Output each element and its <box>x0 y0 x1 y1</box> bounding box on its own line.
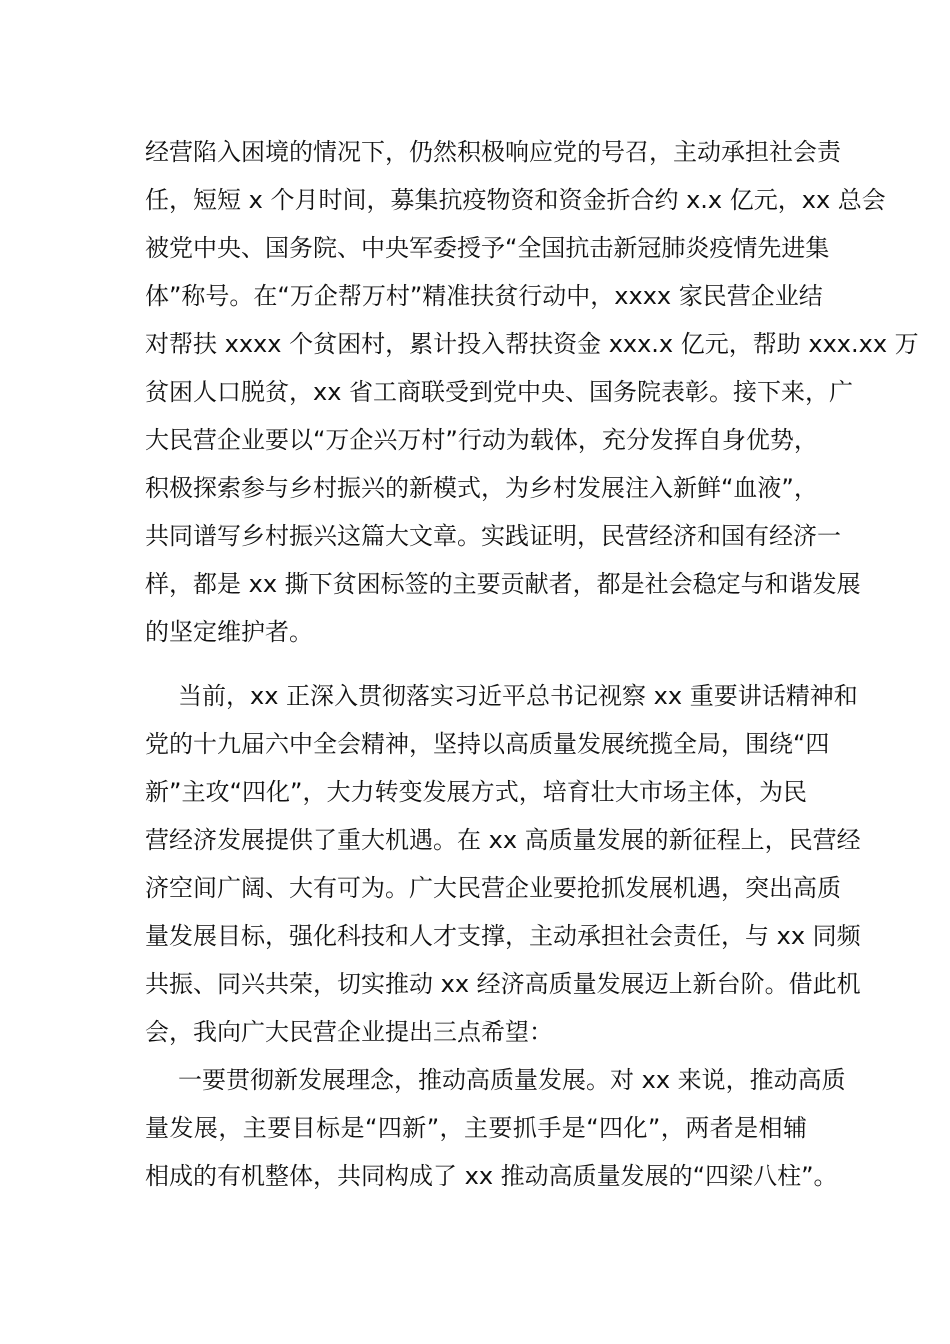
text-line: 积极探索参与乡村振兴的新模式，为乡村发展注入新鲜“血液”， <box>145 474 818 502</box>
text-line: 共同谱写乡村振兴这篇大文章。实践证明，民营经济和国有经济一 <box>145 522 841 550</box>
text-line: 相成的有机整体，共同构成了 xx 推动高质量发展的“四梁八柱”。 <box>145 1162 838 1190</box>
text-line: 对帮扶 xxxx 个贫困村，累计投入帮扶资金 xxx.x 亿元，帮助 xxx.xx 万 <box>145 330 919 358</box>
text-line: 贫困人口脱贫，xx 省工商联受到党中央、国务院表彰。接下来，广 <box>145 378 854 406</box>
text-line: 营经济发展提供了重大机遇。在 xx 高质量发展的新征程上，民营经 <box>145 826 861 854</box>
text-line: 量发展，主要目标是“四新”，主要抓手是“四化”，两者是相辅 <box>145 1114 807 1142</box>
text-line: 济空间广阔、大有可为。广大民营企业要抢抓发展机遇，突出高质 <box>145 874 841 902</box>
text-line: 一要贯彻新发展理念，推动高质量发展。对 xx 来说，推动高质 <box>178 1066 846 1094</box>
text-line: 当前，xx 正深入贯彻落实习近平总书记视察 xx 重要讲话精神和 <box>178 682 858 710</box>
text-line: 党的十九届六中全会精神，坚持以高质量发展统揽全局，围绕“四 <box>145 730 830 758</box>
text-line: 任，短短 x 个月时间，募集抗疫物资和资金折合约 x.x 亿元，xx 总会 <box>145 186 886 214</box>
text-line: 样，都是 xx 撕下贫困标签的主要贡献者，都是社会稳定与和谐发展 <box>145 570 861 598</box>
text-line: 被党中央、国务院、中央军委授予“全国抗击新冠肺炎疫情先进集 <box>145 234 830 262</box>
text-line: 新”主攻“四化”，大力转变发展方式，培育壮大市场主体，为民 <box>145 778 807 806</box>
text-line: 经营陷入困境的情况下，仍然积极响应党的号召，主动承担社会责 <box>145 138 841 166</box>
text-line: 体”称号。在“万企帮万村”精准扶贫行动中，xxxx 家民营企业结 <box>145 282 823 310</box>
text-line: 量发展目标，强化科技和人才支撑，主动承担社会责任，与 xx 同频 <box>145 922 861 950</box>
text-line: 的坚定维护者。 <box>145 618 313 646</box>
text-line: 会，我向广大民营企业提出三点希望： <box>145 1018 553 1046</box>
text-line: 大民营企业要以“万企兴万村”行动为载体，充分发挥自身优势， <box>145 426 818 454</box>
text-line: 共振、同兴共荣，切实推动 xx 经济高质量发展迈上新台阶。借此机 <box>145 970 861 998</box>
